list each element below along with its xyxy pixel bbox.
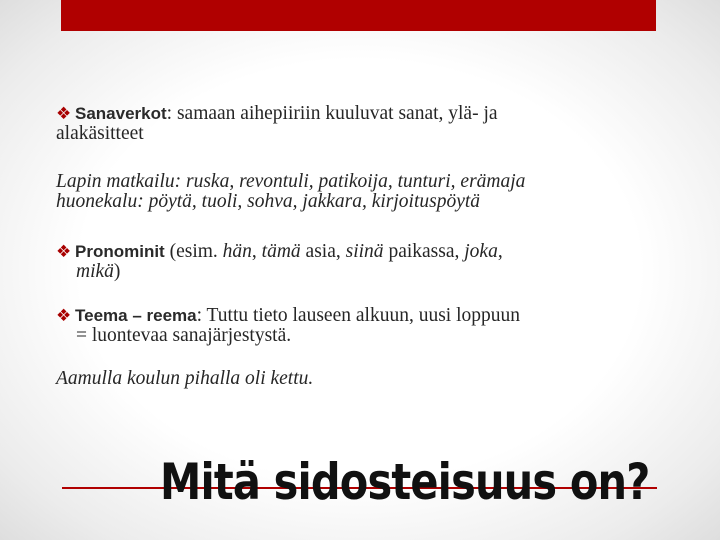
diamond-bullet-icon: ❖: [56, 242, 72, 262]
example-block-1: [56, 172, 666, 212]
bullet-pronominit: [56, 242, 666, 282]
example-huonekalu: huonekalu: pöytä, tuoli, sohva, jakkara, kirjoituspöytä: [56, 191, 481, 212]
sanaverkot-definition: : samaan aihepiiriin kuuluvat sanat, ylä- ja: [166, 103, 498, 124]
pronoun-example: hän: [222, 241, 252, 262]
example-sentence: Aamulla koulun pihalla oli kettu.: [56, 368, 314, 389]
term-sanaverkot: Sanaverkot: [75, 104, 167, 123]
pronominit-text: (esim.: [164, 241, 223, 262]
bullet-sanaverkot: [56, 104, 666, 144]
pronoun-example: siinä: [345, 241, 384, 262]
pronominit-text: ,: [497, 241, 503, 262]
pronoun-example: tämä: [261, 241, 301, 262]
pronominit-text: ): [113, 261, 121, 282]
teema-reema-definition-cont: = luontevaa sanajärjestystä.: [76, 325, 292, 346]
teema-reema-definition: : Tuttu tieto lauseen alkuun, uusi loppuun: [196, 305, 520, 326]
diamond-bullet-icon: ❖: [56, 104, 72, 124]
pronominit-text: ,: [251, 241, 262, 262]
bullet-teema-reema: [56, 306, 666, 346]
slide-title: Mitä sidosteisuus on?: [160, 453, 650, 511]
example-lapin-matkailu: Lapin matkailu: ruska, revontuli, patikoija, tunturi, erämaja: [56, 171, 526, 192]
pronoun-example: mikä: [76, 261, 114, 282]
diamond-bullet-icon: ❖: [56, 306, 72, 326]
pronoun-example: joka: [464, 241, 498, 262]
pronominit-text: paikassa,: [383, 241, 465, 262]
top-accent-bar: [61, 0, 656, 31]
pronominit-text: asia,: [300, 241, 346, 262]
term-teema-reema: Teema – reema: [75, 306, 197, 325]
term-pronominit: Pronominit: [75, 242, 165, 261]
sanaverkot-definition-cont: alakäsitteet: [56, 123, 144, 144]
